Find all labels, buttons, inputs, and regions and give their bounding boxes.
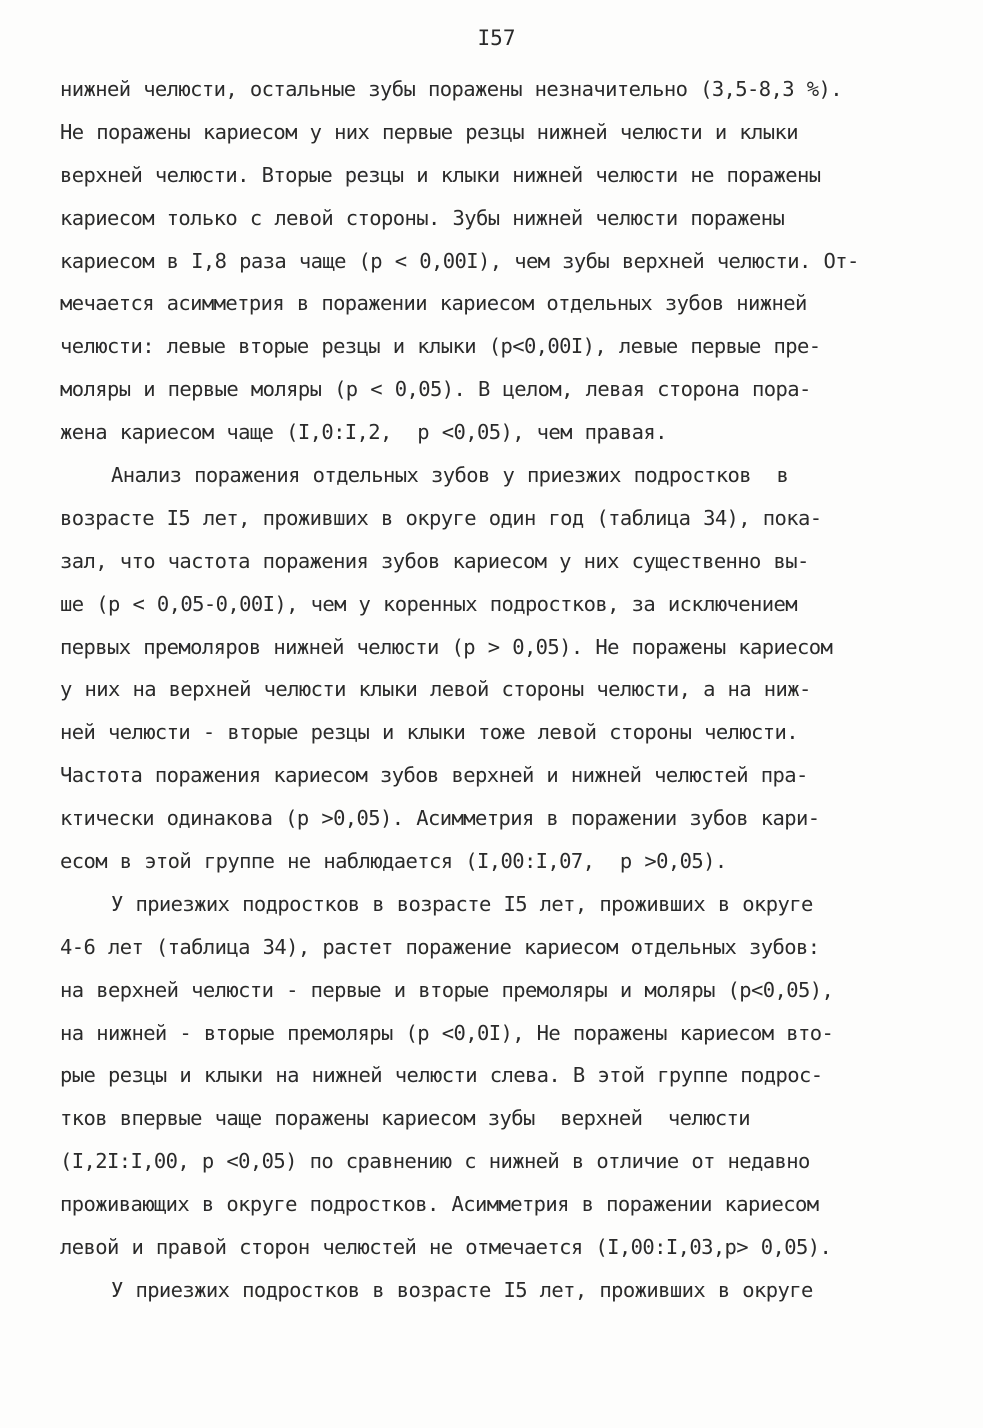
text-line: у них на верхней челюсти клыки левой стороны челюсти, а на ниж- <box>60 677 811 702</box>
body-text <box>60 68 940 1312</box>
text-line: У приезжих подростков в возрасте I5 лет, проживших в округе <box>60 1277 813 1302</box>
text-line: проживающих в округе подростков. Асимметрия в поражении кариесом <box>60 1192 819 1217</box>
text-line: моляры и первые моляры (p < 0,05). В целом, левая сторона пора- <box>60 377 811 402</box>
text-line: возрасте I5 лет, проживших в округе один год (таблица 34), пока- <box>60 505 822 530</box>
text-line: 4-6 лет (таблица 34), растет поражение кариесом отдельных зубов: <box>60 934 820 959</box>
text-line: кариесом в I,8 раза чаще (p < 0,00I), чем зубы верхней челюсти. От- <box>60 248 859 273</box>
text-line: нижней челюсти, остальные зубы поражены незначительно (3,5-8,3 %). <box>60 77 842 101</box>
text-line: ней челюсти - вторые резцы и клыки тоже левой стороны челюсти. <box>60 720 799 745</box>
text-line: на верхней челюсти - первые и вторые премоляры и моляры (p<0,05), <box>60 977 834 1002</box>
text-line: Не поражены кариесом у них первые резцы нижней челюсти и клыки <box>60 119 799 144</box>
page-number: I57 <box>477 26 516 50</box>
text-line: тков впервые чаще поражены кариесом зубы верхней челюсти <box>60 1106 751 1131</box>
text-line: левой и правой сторон челюстей не отмечается (I,00:I,03,p> 0,05). <box>60 1235 832 1260</box>
text-line: есом в этой группе не наблюдается (I,00:I,07, p >0,05). <box>60 849 727 874</box>
text-line: зал, что частота поражения зубов кариесом у них существенно вы- <box>60 548 809 573</box>
text-line: ше (p < 0,05-0,00I), чем у коренных подростков, за исключением <box>60 591 798 616</box>
text-line: кариесом только с левой стороны. Зубы нижней челюсти поражены <box>60 205 785 230</box>
text-line: рые резцы и клыки на нижней челюсти слева. В этой группе подрос- <box>60 1063 823 1088</box>
text-line: (I,2I:I,00, p <0,05) по сравнению с нижней в отличие от недавно <box>60 1149 810 1174</box>
text-line: верхней челюсти. Вторые резцы и клыки нижней челюсти не поражены <box>60 162 821 187</box>
text-line: Анализ поражения отдельных зубов у приезжих подростков в <box>60 463 789 488</box>
text-line: ктически одинакова (p >0,05). Асимметрия в поражении зубов кари- <box>60 806 820 831</box>
text-line: первых премоляров нижней челюсти (p > 0,05). Не поражены кариесом <box>60 634 833 659</box>
text-line: жена кариесом чаще (I,0:I,2, p <0,05), чем правая. <box>60 420 667 445</box>
text-line: мечается асимметрия в поражении кариесом отдельных зубов нижней <box>60 291 807 316</box>
text-line: Частота поражения кариесом зубов верхней и нижней челюстей пра- <box>60 763 808 788</box>
text-line: челюсти: левые вторые резцы и клыки (p<0,00I), левые первые пре- <box>60 334 821 359</box>
text-line: на нижней - вторые премоляры (p <0,0I), Не поражены кариесом вто- <box>60 1020 834 1045</box>
text-line: У приезжих подростков в возрасте I5 лет, проживших в округе <box>60 891 813 916</box>
